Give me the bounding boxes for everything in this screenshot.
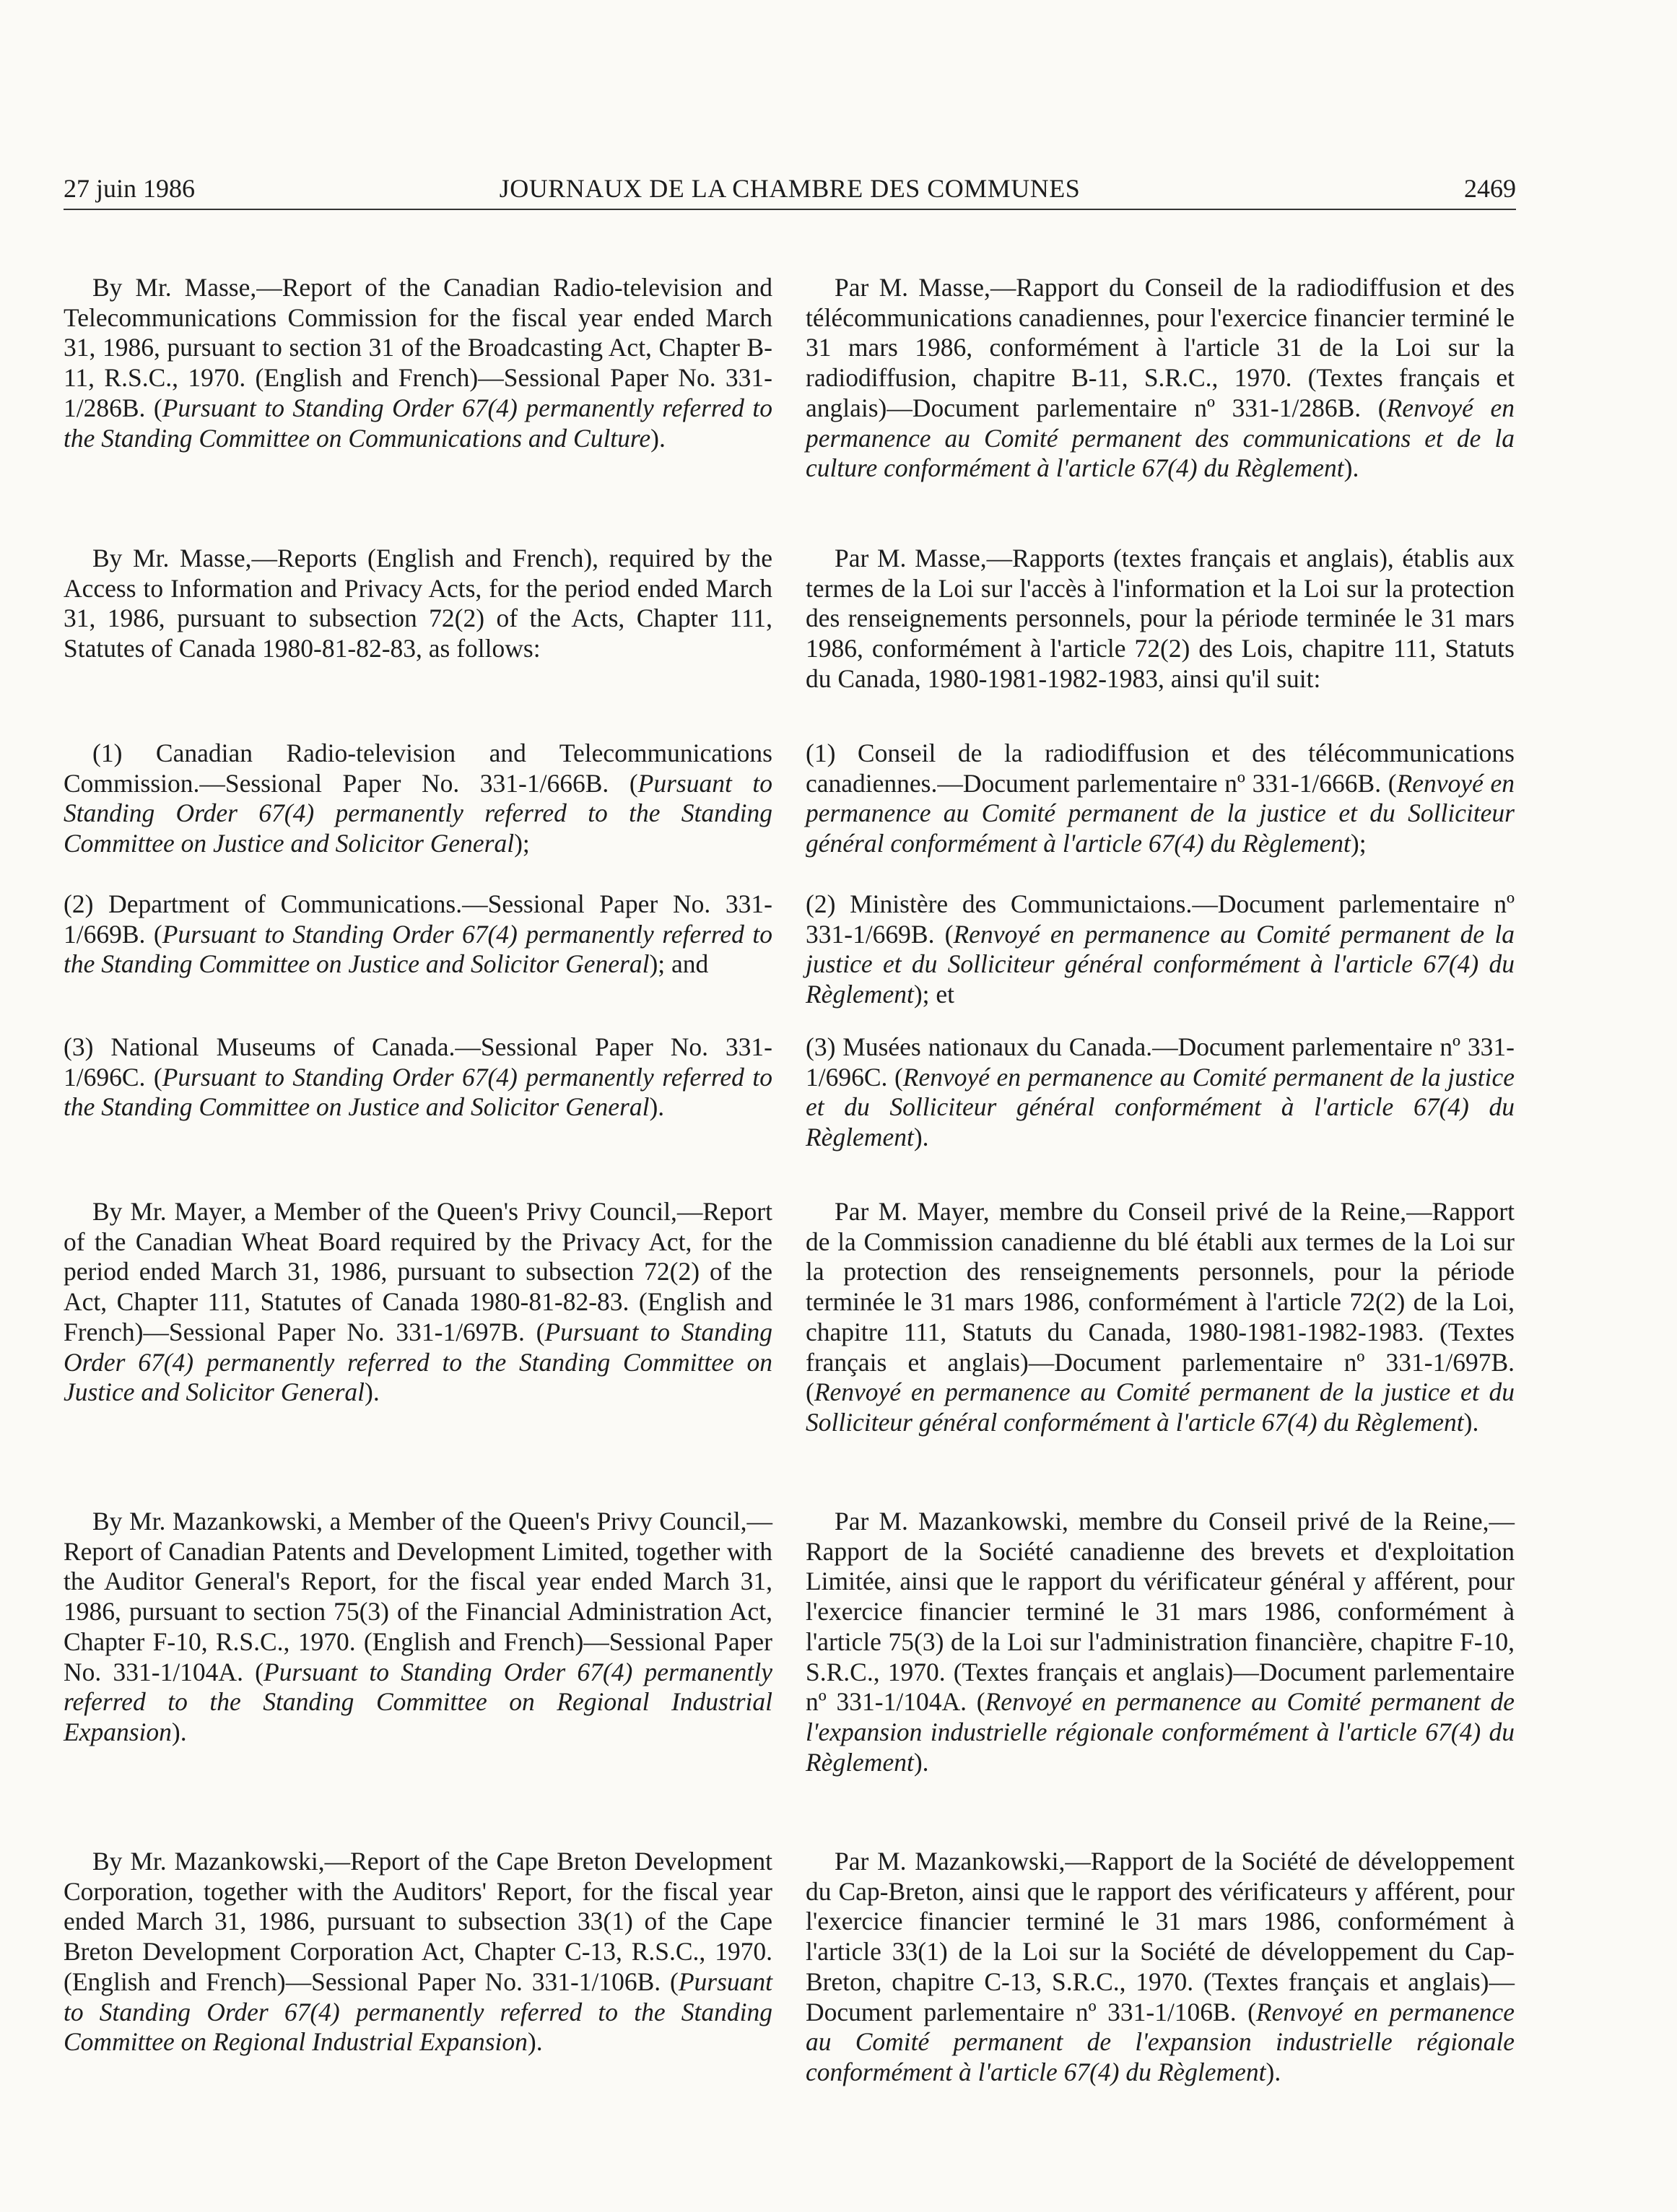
fr-item-2-communications: (2) Ministère des Communictaions.—Document parlementaire nº 331-1/669B. (Renvoyé en permanence au Comité permanent de la justice et du Solliciteur général conformément à l'article 67(4) du Règlement); et xyxy=(806,889,1515,1009)
fr-item-3-museums: (3) Musées nationaux du Canada.—Document parlementaire nº 331-1/696C. (Renvoyé en permanence au Comité permanent de la justice et du Solliciteur général conformément à l'article 67(4) du Règlement). xyxy=(806,1032,1515,1152)
en-entry-masse-access-reports: By Mr. Masse,—Reports (English and French), required by the Access to Information and Privacy Acts, for the period ended March 31, 1986, pursuant to subsection 72(2) of the Acts, Chapter 111, Statutes of Canada 1980-81-82-83, as follows: xyxy=(64,544,772,663)
en-item-2-communications: (2) Department of Communications.—Sessional Paper No. 331-1/669B. (Pursuant to Standing Order 67(4) permanently referred to the Standing Committee on Justice and Solicitor General); and xyxy=(64,889,772,979)
en-entry-mayer-wheat-board: By Mr. Mayer, a Member of the Queen's Privy Council,—Report of the Canadian Wheat Board required by the Privacy Act, for the period ended March 31, 1986, pursuant to subsection 72(2) of the Act, Chapter 111, Statutes of Canada 1980-81-82-83. (English and French)—Sessional Paper No. 331-1/697B. (Pursuant to Standing Order 67(4) permanently referred to the Standing Committee on Justice and Solicitor General). xyxy=(64,1197,772,1407)
fr-item-1-crtc: (1) Conseil de la radiodiffusion et des télécommunications canadiennes.—Document parlementaire nº 331-1/666B. (Renvoyé en permanence au Comité permanent de la justice et du Solliciteur général conformément à l'article 67(4) du Règlement); xyxy=(806,739,1515,858)
header-date: 27 juin 1986 xyxy=(64,174,196,203)
fr-entry-masse-access-reports: Par M. Masse,—Rapports (textes français et anglais), établis aux termes de la Loi sur l'accès à l'information et la Loi sur la protection des renseignements personnels, pour la période terminée le 31 mars 1986, conformément à l'article 72(2) des Lois, chapitre 111, Statuts du Canada, 1980-1981-1982-1983, ainsi qu'il suit: xyxy=(806,544,1515,693)
fr-entry-masse-crtc: Par M. Masse,—Rapport du Conseil de la radiodiffusion et des télécommunications canadiennes, pour l'exercice financier terminé le 31 mars 1986, conformément à l'article 31 de la Loi sur la radiodiffusion, chapitre B-11, S.R.C., 1970. (Textes français et anglais)—Document parlementaire nº 331-1/286B. (Renvoyé en permanence au Comité permanent des communications et de la culture conformément à l'article 67(4) du Règlement). xyxy=(806,273,1515,483)
en-item-3-museums: (3) National Museums of Canada.—Sessional Paper No. 331-1/696C. (Pursuant to Standing Order 67(4) permanently referred to the Standing Committee on Justice and Solicitor General). xyxy=(64,1032,772,1122)
en-entry-mazankowski-patents: By Mr. Mazankowski, a Member of the Queen's Privy Council,—Report of Canadian Patents and Development Limited, together with the Auditor General's Report, for the fiscal year ended March 31, 1986, pursuant to section 75(3) of the Financial Administration Act, Chapter F-10, R.S.C., 1970. (English and French)—Sessional Paper No. 331-1/104A. (Pursuant to Standing Order 67(4) permanently referred to the Standing Committee on Regional Industrial Expansion). xyxy=(64,1507,772,1746)
en-entry-masse-crtc: By Mr. Masse,—Report of the Canadian Radio-television and Telecommunications Commission for the fiscal year ended March 31, 1986, pursuant to section 31 of the Broadcasting Act, Chapter B-11, R.S.C., 1970. (English and French)—Sessional Paper No. 331-1/286B. (Pursuant to Standing Order 67(4) permanently referred to the Standing Committee on Communications and Culture). xyxy=(64,273,772,453)
fr-entry-mazankowski-patents: Par M. Mazankowski, membre du Conseil privé de la Reine,—Rapport de la Société canadienne des brevets et d'exploitation Limitée, ainsi que le rapport du vérificateur général y afférent, pour l'exercice financier terminé le 31 mars 1986, conformément à l'article 75(3) de la Loi sur l'administration financière, chapitre F-10, S.R.C., 1970. (Textes français et anglais)—Document parlementaire nº 331-1/104A. (Renvoyé en permanence au Comité permanent de l'expansion industrielle régionale conformément à l'article 67(4) du Règlement). xyxy=(806,1507,1515,1777)
en-entry-mazankowski-cape-breton: By Mr. Mazankowski,—Report of the Cape Breton Development Corporation, together with the Auditors' Report, for the fiscal year ended March 31, 1986, pursuant to subsection 33(1) of the Cape Breton Development Corporation Act, Chapter C-13, R.S.C., 1970. (English and French)—Sessional Paper No. 331-1/106B. (Pursuant to Standing Order 67(4) permanently referred to the Standing Committee on Regional Industrial Expansion). xyxy=(64,1847,772,2057)
fr-entry-mayer-wheat-board: Par M. Mayer, membre du Conseil privé de la Reine,—Rapport de la Commission canadienne du blé établi aux termes de la Loi sur la protection des renseignements personnels, pour la période terminée le 31 mars 1986, conformément à l'article 72(2) de la Loi, chapitre 111, Statuts du Canada, 1980-1981-1982-1983. (Textes français et anglais)—Document parlementaire nº 331-1/697B. (Renvoyé en permanence au Comité permanent de la justice et du Solliciteur général conformément à l'article 67(4) du Règlement). xyxy=(806,1197,1515,1437)
page-header xyxy=(64,168,1516,210)
journal-title: JOURNAUX DE LA CHAMBRE DES COMMUNES xyxy=(499,174,1081,203)
page-number: 2469 xyxy=(1464,174,1516,203)
en-item-1-crtc: (1) Canadian Radio-television and Telecommunications Commission.—Sessional Paper No. 331-1/666B. (Pursuant to Standing Order 67(4) permanently referred to the Standing Committee on Justice and Solicitor General); xyxy=(64,739,772,858)
fr-entry-mazankowski-cape-breton: Par M. Mazankowski,—Rapport de la Société de développement du Cap-Breton, ainsi que le rapport des vérificateurs y afférent, pour l'exercice financier terminé le 31 mars 1986, conformément à l'article 33(1) de la Loi sur la Société de développement du Cap-Breton, chapitre C-13, S.R.C., 1970. (Textes français et anglais)—Document parlementaire nº 331-1/106B. (Renvoyé en permanence au Comité permanent de l'expansion industrielle régionale conformément à l'article 67(4) du Règlement). xyxy=(806,1847,1515,2086)
